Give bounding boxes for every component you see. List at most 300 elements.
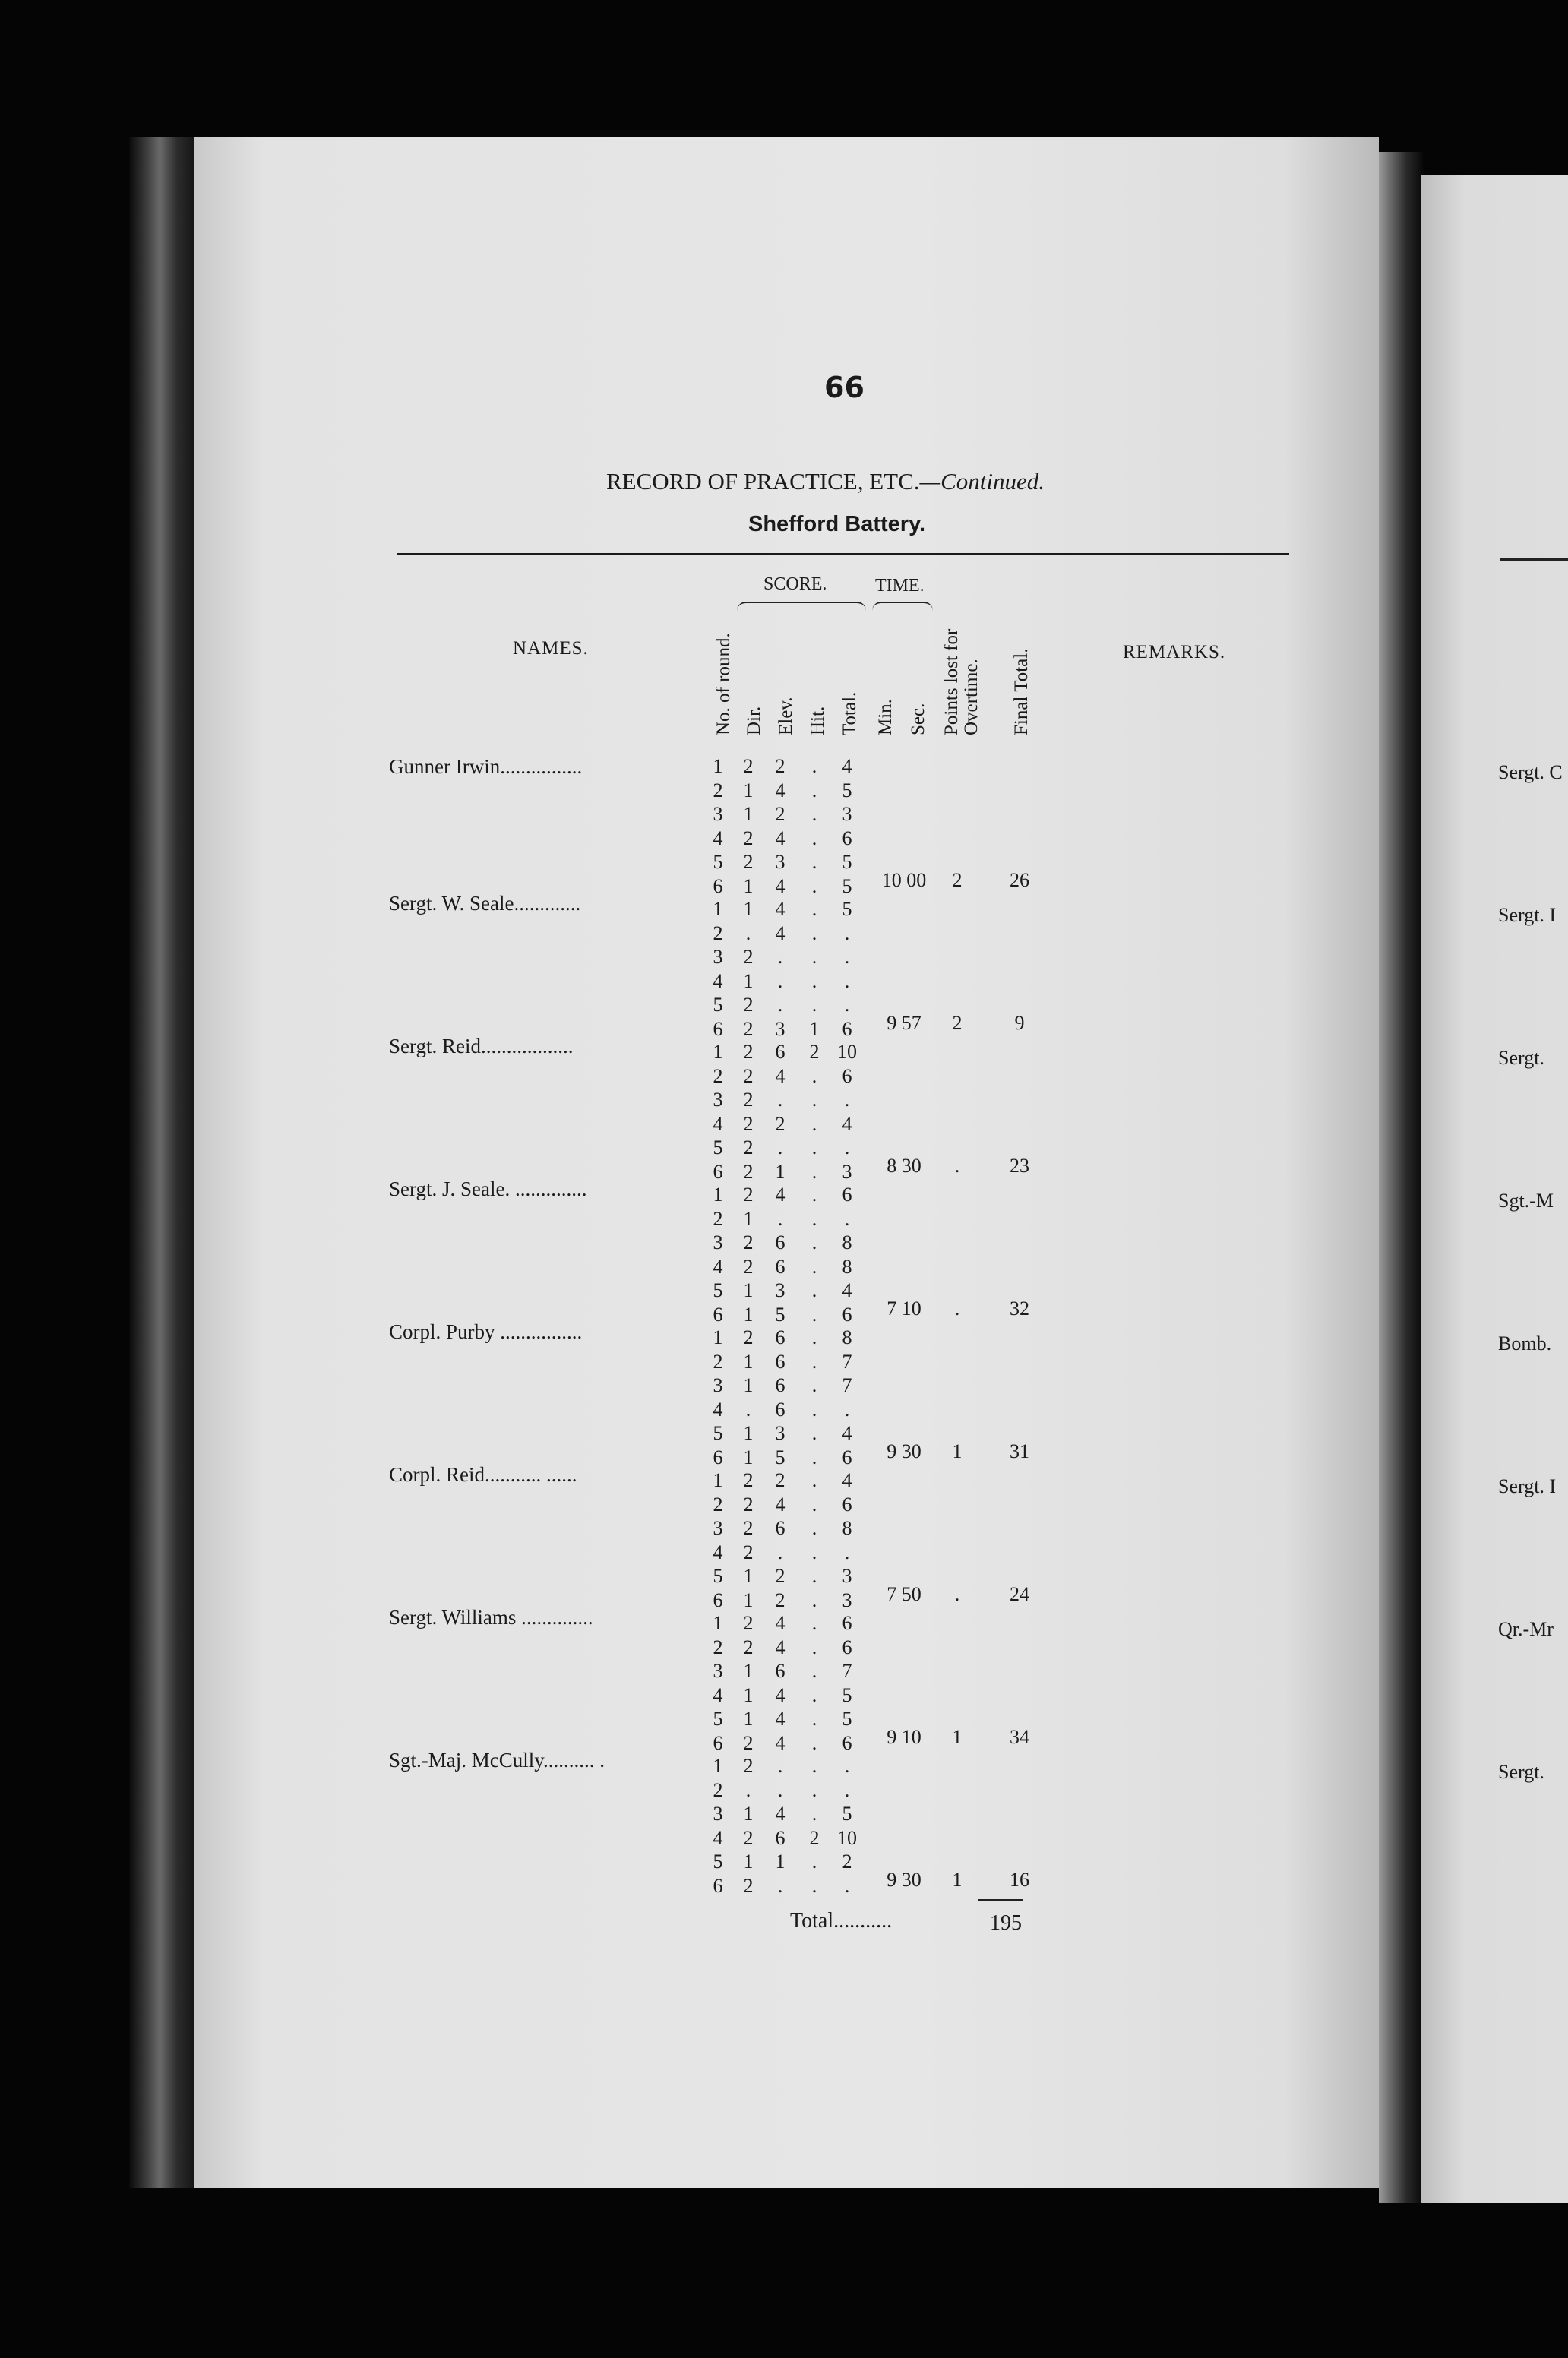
elev-cell: 3 [775, 1017, 786, 1040]
round-no-cell: 2 [713, 1064, 723, 1087]
elev-cell: 4 [775, 898, 786, 920]
round-no-cell: 3 [713, 946, 723, 968]
hit-cell: . [811, 1874, 817, 1897]
dir-cell: 2 [743, 1089, 754, 1111]
hit-cell: 1 [809, 1017, 820, 1040]
round-no-cell: 4 [713, 1683, 723, 1706]
hit-cell: . [811, 946, 817, 968]
min-sec-cell: 9 10 [887, 1725, 922, 1748]
round-no-cell: 5 [713, 851, 723, 873]
total-cell: 7 [842, 1350, 852, 1373]
entry-name: Gunner Irwin................ [389, 755, 583, 778]
hit-cell: . [811, 1541, 817, 1563]
book-spine [129, 137, 198, 2188]
round-no-cell: 5 [713, 994, 723, 1016]
total-cell: . [844, 1136, 850, 1158]
final-total-cell: 16 [1010, 1868, 1029, 1891]
min-sec-cell: 8 30 [887, 1154, 922, 1177]
elev-cell: 4 [775, 1683, 786, 1706]
elev-cell: 2 [775, 1112, 786, 1135]
round-no-cell: 4 [713, 1398, 723, 1421]
dir-cell: 1 [743, 1207, 754, 1230]
hit-cell: . [811, 1612, 817, 1634]
elev-cell: 6 [775, 1041, 786, 1063]
elev-cell: 5 [775, 1446, 786, 1468]
final-total-cell: 31 [1010, 1440, 1029, 1462]
next-page-label: Sergt. I [1498, 1475, 1557, 1497]
no-of-round-header: No. of round. [713, 633, 734, 735]
dir-cell: 2 [743, 1017, 754, 1040]
elev-cell: 4 [775, 874, 786, 897]
dir-cell: 1 [743, 1803, 754, 1825]
round-no-cell: 6 [713, 1731, 723, 1754]
total-cell: . [844, 1089, 850, 1111]
round-no-cell: 6 [713, 1017, 723, 1040]
round-no-cell: 3 [713, 1089, 723, 1111]
elev-cell: 5 [775, 1303, 786, 1326]
dir-cell: 2 [743, 1731, 754, 1754]
total-cell: . [844, 1755, 850, 1777]
elev-cell: 2 [775, 1565, 786, 1587]
round-no-cell: 6 [713, 1588, 723, 1611]
elev-cell: 4 [775, 827, 786, 849]
final-total-header: Final Total. [1011, 648, 1032, 735]
title-suffix: —Continued. [919, 468, 1045, 495]
elev-cell: 4 [775, 921, 786, 944]
hit-cell: . [811, 1493, 817, 1516]
elev-cell: . [777, 1755, 783, 1777]
page-title [606, 468, 1045, 495]
hit-cell: . [811, 1303, 817, 1326]
hit-cell: . [811, 1184, 817, 1206]
hit-cell: . [811, 1517, 817, 1539]
elev-cell: 2 [775, 1469, 786, 1491]
elev-cell: . [777, 1207, 783, 1230]
round-no-cell: 6 [713, 1160, 723, 1183]
dir-cell: 2 [743, 994, 754, 1016]
hit-cell: . [811, 1279, 817, 1301]
entry-name: Sergt. W. Seale............. [389, 892, 581, 915]
elev-cell: 4 [775, 779, 786, 801]
elev-cell: 4 [775, 1184, 786, 1206]
dir-cell: 1 [743, 1350, 754, 1373]
remarks-header: REMARKS. [1123, 642, 1226, 662]
final-total-cell: 32 [1010, 1297, 1029, 1320]
points-lost-line2: Overtime. [961, 659, 982, 735]
entry-name: Corpl. Purby ................ [389, 1320, 583, 1343]
elev-cell: 1 [775, 1851, 786, 1873]
round-no-cell: 3 [713, 1231, 723, 1253]
hit-cell: . [811, 1851, 817, 1873]
min-sec-cell: 10 00 [881, 868, 927, 891]
round-no-cell: 1 [713, 1326, 723, 1348]
elev-cell: 3 [775, 851, 786, 873]
dir-cell: 1 [743, 1446, 754, 1468]
points-lost-cell: 1 [952, 1868, 963, 1891]
round-no-cell: 6 [713, 1446, 723, 1468]
dir-cell: 2 [743, 1636, 754, 1658]
total-cell: 7 [842, 1374, 852, 1396]
hit-cell: . [811, 1136, 817, 1158]
total-cell: 6 [842, 1017, 852, 1040]
dir-cell: 1 [743, 898, 754, 920]
dir-cell: 2 [743, 827, 754, 849]
total-cell: 3 [842, 803, 852, 825]
dir-cell: 1 [743, 969, 754, 992]
final-total-cell: 9 [1014, 1011, 1025, 1034]
total-cell: 6 [842, 1446, 852, 1468]
dir-cell: 1 [743, 1374, 754, 1396]
dir-cell: 2 [743, 1541, 754, 1563]
total-cell: 4 [842, 1422, 852, 1444]
total-label: Total........... [790, 1909, 893, 1933]
dir-cell: 2 [743, 1874, 754, 1897]
dir-cell: 2 [743, 1517, 754, 1539]
total-cell: . [844, 1398, 850, 1421]
hit-cell: . [811, 1160, 817, 1183]
round-no-cell: 3 [713, 1660, 723, 1682]
header-rule [397, 553, 1289, 555]
hit-cell: . [811, 898, 817, 920]
elev-cell: 2 [775, 755, 786, 777]
hit-cell: . [811, 827, 817, 849]
elev-cell: . [777, 1778, 783, 1801]
total-cell: . [844, 1778, 850, 1801]
dir-cell: 2 [743, 1041, 754, 1063]
round-no-cell: 3 [713, 803, 723, 825]
elev-cell: . [777, 994, 783, 1016]
hit-cell: . [811, 1374, 817, 1396]
total-cell: 10 [837, 1826, 857, 1849]
hit-cell: . [811, 1089, 817, 1111]
elev-cell: . [777, 1136, 783, 1158]
hit-cell: . [811, 874, 817, 897]
final-total-cell: 23 [1010, 1154, 1029, 1177]
entry-name: Sgt.-Maj. McCully.......... . [389, 1749, 605, 1772]
dir-cell: 1 [743, 1660, 754, 1682]
hit-cell: . [811, 1755, 817, 1777]
round-no-cell: 4 [713, 1541, 723, 1563]
hit-cell: . [811, 1326, 817, 1348]
total-cell: 8 [842, 1517, 852, 1539]
dir-cell: 1 [743, 1279, 754, 1301]
total-cell: 5 [842, 898, 852, 920]
dir-cell: 2 [743, 1231, 754, 1253]
hit-cell: . [811, 1708, 817, 1730]
round-no-cell: 4 [713, 1826, 723, 1849]
min-sec-cell: 7 10 [887, 1297, 922, 1320]
total-cell: 4 [842, 755, 852, 777]
entry-name: Sergt. J. Seale. .............. [389, 1177, 587, 1200]
dir-cell: . [745, 1778, 751, 1801]
entry-name: Sergt. Williams .............. [389, 1606, 593, 1629]
total-cell: 8 [842, 1231, 852, 1253]
dir-cell: 2 [743, 1326, 754, 1348]
dir-cell: 1 [743, 1303, 754, 1326]
dir-cell: 2 [743, 851, 754, 873]
hit-header: Hit. [808, 706, 828, 735]
points-lost-line1: Points lost for [941, 628, 962, 735]
min-sec-cell: 9 30 [887, 1868, 922, 1891]
hit-cell: . [811, 1255, 817, 1278]
hit-cell: . [811, 1207, 817, 1230]
total-cell: 6 [842, 1064, 852, 1087]
elev-cell: 4 [775, 1731, 786, 1754]
total-cell: 3 [842, 1588, 852, 1611]
elev-cell: . [777, 1874, 783, 1897]
total-cell: 5 [842, 1803, 852, 1825]
hit-cell: . [811, 1446, 817, 1468]
total-cell: 8 [842, 1255, 852, 1278]
dir-cell: 1 [743, 1422, 754, 1444]
round-no-cell: 5 [713, 1851, 723, 1873]
total-cell: . [844, 921, 850, 944]
hit-cell: . [811, 1803, 817, 1825]
elev-cell: . [777, 1541, 783, 1563]
total-cell: . [844, 969, 850, 992]
min-sec-cell: 9 30 [887, 1440, 922, 1462]
hit-cell: . [811, 1636, 817, 1658]
dir-cell: 1 [743, 1588, 754, 1611]
total-cell: . [844, 1207, 850, 1230]
dir-cell: 1 [743, 1565, 754, 1587]
hit-cell: . [811, 1778, 817, 1801]
elev-cell: 1 [775, 1160, 786, 1183]
round-no-cell: 5 [713, 1136, 723, 1158]
dir-cell: 2 [743, 1493, 754, 1516]
round-no-cell: 1 [713, 898, 723, 920]
elev-cell: 6 [775, 1660, 786, 1682]
round-no-cell: 1 [713, 755, 723, 777]
elev-cell: . [777, 946, 783, 968]
total-cell: 5 [842, 851, 852, 873]
total-cell: 8 [842, 1326, 852, 1348]
page-number: 66 [824, 371, 865, 404]
round-no-cell: 2 [713, 1778, 723, 1801]
round-no-cell: 2 [713, 1493, 723, 1516]
total-cell: 6 [842, 1731, 852, 1754]
total-cell: . [844, 994, 850, 1016]
total-cell: 3 [842, 1565, 852, 1587]
total-rule [978, 1899, 1023, 1901]
hit-cell: . [811, 1398, 817, 1421]
hit-cell: . [811, 1565, 817, 1587]
dir-cell: 2 [743, 1112, 754, 1135]
min-sec-cell: 9 57 [887, 1011, 922, 1034]
dir-cell: 2 [743, 1136, 754, 1158]
round-no-cell: 1 [713, 1469, 723, 1491]
total-cell: 6 [842, 1303, 852, 1326]
points-lost-cell: . [954, 1154, 960, 1177]
page-right-edge [1421, 175, 1568, 2203]
points-lost-cell: 1 [952, 1440, 963, 1462]
total-cell: 4 [842, 1112, 852, 1135]
dir-cell: 2 [743, 1755, 754, 1777]
total-cell: 6 [842, 1493, 852, 1516]
round-no-cell: 1 [713, 1184, 723, 1206]
hit-cell: . [811, 779, 817, 801]
elev-cell: . [777, 1089, 783, 1111]
total-cell: 5 [842, 874, 852, 897]
round-no-cell: 2 [713, 1350, 723, 1373]
hit-cell: . [811, 1660, 817, 1682]
total-cell: 10 [837, 1041, 857, 1063]
dir-cell: . [745, 921, 751, 944]
round-no-cell: 3 [713, 1374, 723, 1396]
hit-cell: . [811, 755, 817, 777]
dir-cell: 1 [743, 1683, 754, 1706]
round-no-cell: 5 [713, 1422, 723, 1444]
hit-cell: . [811, 1683, 817, 1706]
hit-cell: . [811, 1469, 817, 1491]
dir-cell: 2 [743, 1160, 754, 1183]
total-cell: 6 [842, 827, 852, 849]
round-no-cell: 4 [713, 969, 723, 992]
elev-cell: . [777, 969, 783, 992]
next-page-label: Sgt.-M [1498, 1190, 1554, 1212]
entry-name: Sergt. Reid.................. [389, 1035, 574, 1057]
hit-cell: 2 [809, 1826, 820, 1849]
round-no-cell: 3 [713, 1517, 723, 1539]
hit-cell: . [811, 1064, 817, 1087]
points-lost-cell: 2 [952, 1011, 963, 1034]
next-page-label: Sergt. [1498, 1761, 1544, 1783]
names-header: NAMES. [513, 638, 589, 659]
total-cell: 6 [842, 1184, 852, 1206]
hit-cell: 2 [809, 1041, 820, 1063]
round-no-cell: 2 [713, 1636, 723, 1658]
time-header: TIME. [875, 576, 925, 596]
final-total-cell: 24 [1010, 1582, 1029, 1605]
total-cell: 5 [842, 1708, 852, 1730]
final-total-cell: 26 [1010, 868, 1029, 891]
next-page-rule [1500, 558, 1568, 561]
round-no-cell: 1 [713, 1041, 723, 1063]
elev-cell: 3 [775, 1279, 786, 1301]
min-sec-cell: 7 50 [887, 1582, 922, 1605]
round-no-cell: 5 [713, 1708, 723, 1730]
dir-cell: 2 [743, 946, 754, 968]
round-no-cell: 6 [713, 874, 723, 897]
dir-cell: 1 [743, 1851, 754, 1873]
hit-cell: . [811, 851, 817, 873]
next-page-label: Bomb. [1498, 1332, 1552, 1354]
elev-cell: 6 [775, 1255, 786, 1278]
dir-cell: 1 [743, 803, 754, 825]
sec-header: Sec. [908, 703, 928, 735]
dir-cell: 2 [743, 1184, 754, 1206]
score-brace [737, 602, 866, 618]
points-lost-cell: 2 [952, 868, 963, 891]
hit-cell: . [811, 1422, 817, 1444]
total-cell: 2 [842, 1851, 852, 1873]
elev-cell: 6 [775, 1326, 786, 1348]
total-cell: 4 [842, 1279, 852, 1301]
round-no-cell: 1 [713, 1612, 723, 1634]
elev-cell: 4 [775, 1612, 786, 1634]
total-cell: 6 [842, 1636, 852, 1658]
elev-cell: 2 [775, 803, 786, 825]
dir-cell: 2 [743, 1826, 754, 1849]
dir-cell: . [745, 1398, 751, 1421]
next-page-label: Sergt. I [1498, 904, 1557, 926]
hit-cell: . [811, 1588, 817, 1611]
next-page-label: Sergt. C [1498, 761, 1563, 783]
points-lost-cell: 1 [952, 1725, 963, 1748]
round-no-cell: 4 [713, 1112, 723, 1135]
dir-cell: 2 [743, 1612, 754, 1634]
hit-cell: . [811, 803, 817, 825]
round-no-cell: 4 [713, 1255, 723, 1278]
elev-cell: 3 [775, 1422, 786, 1444]
elev-cell: 2 [775, 1588, 786, 1611]
round-no-cell: 2 [713, 921, 723, 944]
dir-cell: 2 [743, 1255, 754, 1278]
elev-header: Elev. [776, 697, 796, 735]
title-text: RECORD OF PRACTICE, ETC. [606, 468, 920, 495]
total-cell: 3 [842, 1160, 852, 1183]
final-total-cell: 34 [1010, 1725, 1029, 1748]
dir-cell: 2 [743, 1469, 754, 1491]
elev-cell: 4 [775, 1803, 786, 1825]
round-no-cell: 2 [713, 1207, 723, 1230]
dir-cell: 1 [743, 1708, 754, 1730]
grand-total: 195 [990, 1911, 1022, 1935]
elev-cell: 6 [775, 1231, 786, 1253]
round-no-cell: 6 [713, 1303, 723, 1326]
total-cell: 7 [842, 1660, 852, 1682]
hit-cell: . [811, 1112, 817, 1135]
elev-cell: 6 [775, 1398, 786, 1421]
elev-cell: 4 [775, 1636, 786, 1658]
hit-cell: . [811, 969, 817, 992]
dir-header: Dir. [744, 706, 764, 735]
round-no-cell: 1 [713, 1755, 723, 1777]
total-cell: . [844, 1874, 850, 1897]
elev-cell: 4 [775, 1064, 786, 1087]
points-lost-header [942, 629, 982, 735]
dir-cell: 2 [743, 755, 754, 777]
min-header: Min. [875, 699, 896, 735]
points-lost-cell: . [954, 1582, 960, 1605]
hit-cell: . [811, 1231, 817, 1253]
total-cell: 5 [842, 1683, 852, 1706]
score-header: SCORE. [763, 574, 827, 594]
elev-cell: 4 [775, 1708, 786, 1730]
total-header: Total. [839, 691, 860, 735]
entry-name: Corpl. Reid........... ...... [389, 1463, 577, 1486]
next-page-label: Sergt. [1498, 1047, 1544, 1069]
round-no-cell: 2 [713, 779, 723, 801]
total-cell: 6 [842, 1612, 852, 1634]
elev-cell: 6 [775, 1517, 786, 1539]
elev-cell: 6 [775, 1350, 786, 1373]
points-lost-cell: . [954, 1297, 960, 1320]
hit-cell: . [811, 1731, 817, 1754]
round-no-cell: 3 [713, 1803, 723, 1825]
round-no-cell: 5 [713, 1565, 723, 1587]
dir-cell: 1 [743, 874, 754, 897]
elev-cell: 6 [775, 1826, 786, 1849]
dir-cell: 2 [743, 1064, 754, 1087]
dir-cell: 1 [743, 779, 754, 801]
total-cell: . [844, 946, 850, 968]
next-page-label: Qr.-Mr [1498, 1618, 1554, 1640]
elev-cell: 4 [775, 1493, 786, 1516]
total-cell: . [844, 1541, 850, 1563]
time-brace [872, 602, 933, 618]
hit-cell: . [811, 994, 817, 1016]
